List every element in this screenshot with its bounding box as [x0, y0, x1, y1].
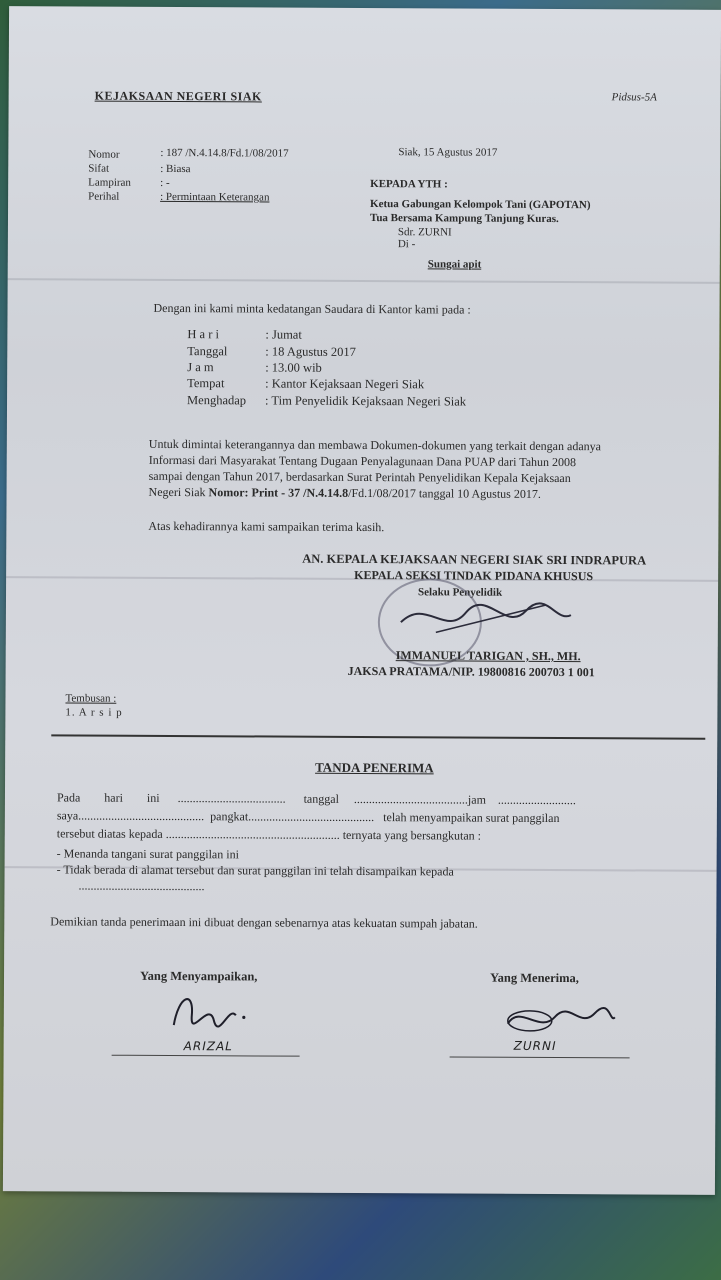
lampiran-label: Lampiran: [88, 176, 131, 189]
official-signature: [396, 592, 576, 643]
recipient-to: KEPADA YTH :: [370, 178, 448, 191]
sender-label: Yang Menyampaikan,: [139, 968, 258, 984]
letter-paper: [3, 6, 721, 1195]
receipt-item2-continued: ..........................................: [78, 878, 205, 894]
fold-line: [8, 278, 720, 284]
sifat-label: Sifat: [88, 162, 110, 175]
place-date: Siak, 15 Agustus 2017: [398, 146, 498, 159]
form-code: Pidsus-5A: [611, 91, 657, 104]
recipient-line3: Sdr. ZURNI: [397, 226, 452, 239]
paragraph-line: Informasi dari Masyarakat Tentang Dugaan Penyalagunaan Dana PUAP dari Tahun 2008: [148, 452, 577, 470]
paragraph-line: sampai dengan Tahun 2017, berdasarkan Surat Perintah Penyelidikan Kepala Kejaksaan: [148, 468, 571, 486]
schedule-row: Tempat : Kantor Kejaksaan Negeri Siak: [187, 376, 425, 392]
recipient-line2: Tua Bersama Kampung Tanjung Kuras.: [369, 212, 559, 226]
receiver-signature-line: [450, 1056, 630, 1058]
paragraph-line: Untuk dimintai keterangannya dan membawa Dokumen-dokumen yang terkait dengan adanya: [148, 436, 602, 454]
receipt-line1: Pada hari ini .................................... tanggal ......................................jam ..........................: [56, 790, 576, 808]
recipient-location: Sungai apit: [427, 258, 482, 271]
paragraph-line-last: Negeri Siak Nomor: Print - 37 /N.4.14.8/Fd.1/08/2017 tanggal 10 Agustus 2017.: [148, 484, 541, 501]
closing-text: Atas kehadirannya kami sampaikan terima kasih.: [148, 518, 385, 535]
intro-text: Dengan ini kami minta kedatangan Saudara di Kantor kami pada :: [153, 300, 471, 317]
schedule-row: H a r i : Jumat: [187, 327, 302, 342]
receipt-line2: saya.......................................... pangkat.......................................... telah menyampaikan surat panggilan: [56, 808, 560, 826]
tembusan-item: 1. A r s i p: [65, 706, 123, 719]
nomor-label: Nomor: [88, 148, 120, 161]
sender-signature: [164, 985, 254, 1035]
office-header: KEJAKSAAN NEGERI SIAK: [94, 88, 262, 104]
recipient-line1: Ketua Gabungan Kelompok Tani (GAPOTAN): [370, 198, 591, 212]
signature-line1: AN. KEPALA KEJAKSAAN NEGERI SIAK SRI INDRAPURA: [302, 551, 647, 568]
signatory-name: IMMANUEL TARIGAN , SH., MH.: [395, 648, 581, 664]
lampiran-value: : -: [160, 176, 170, 189]
signatory-rank: JAKSA PRATAMA/NIP. 19800816 200703 1 001: [347, 663, 595, 680]
section-divider: [51, 734, 705, 739]
tembusan-label: Tembusan :: [65, 692, 117, 705]
receipt-item2: - Tidak berada di alamat tersebut dan surat panggilan ini telah disampaikan kepada: [56, 862, 454, 879]
receiver-handwritten-name: ZURNI: [513, 1038, 557, 1054]
receipt-title: TANDA PENERIMA: [315, 759, 434, 776]
receipt-statement: Demikian tanda penerimaan ini dibuat dengan sebenarnya atas kekuatan sumpah jabatan.: [50, 914, 478, 931]
sender-handwritten-name: ARIZAL: [183, 1039, 233, 1054]
schedule-row: J a m : 13.00 wib: [187, 360, 322, 375]
receipt-item1: - Menanda tangani surat panggilan ini: [56, 846, 239, 862]
signature-line2: KEPALA SEKSI TINDAK PIDANA KHUSUS: [354, 567, 594, 584]
receiver-label: Yang Menerima,: [489, 970, 579, 986]
schedule-row: Menghadap : Tim Penyelidik Kejaksaan Negeri Siak: [187, 393, 467, 409]
perihal-value: : Permintaan Keterangan: [160, 190, 270, 204]
perihal-label: Perihal: [88, 190, 120, 203]
nomor-value: : 187 /N.4.14.8/Fd.1/08/2017: [160, 146, 289, 160]
schedule-row: Tanggal : 18 Agustus 2017: [187, 344, 356, 359]
receipt-line3: tersebut diatas kepada .......................................................... ternyata yang bersangkutan :: [56, 826, 482, 843]
receiver-signature: [500, 999, 620, 1040]
signature-line3: Selaku Penyelidik: [418, 586, 503, 599]
sender-signature-line: [112, 1055, 300, 1057]
recipient-line4: Di -: [397, 238, 416, 251]
sifat-value: : Biasa: [160, 162, 191, 176]
